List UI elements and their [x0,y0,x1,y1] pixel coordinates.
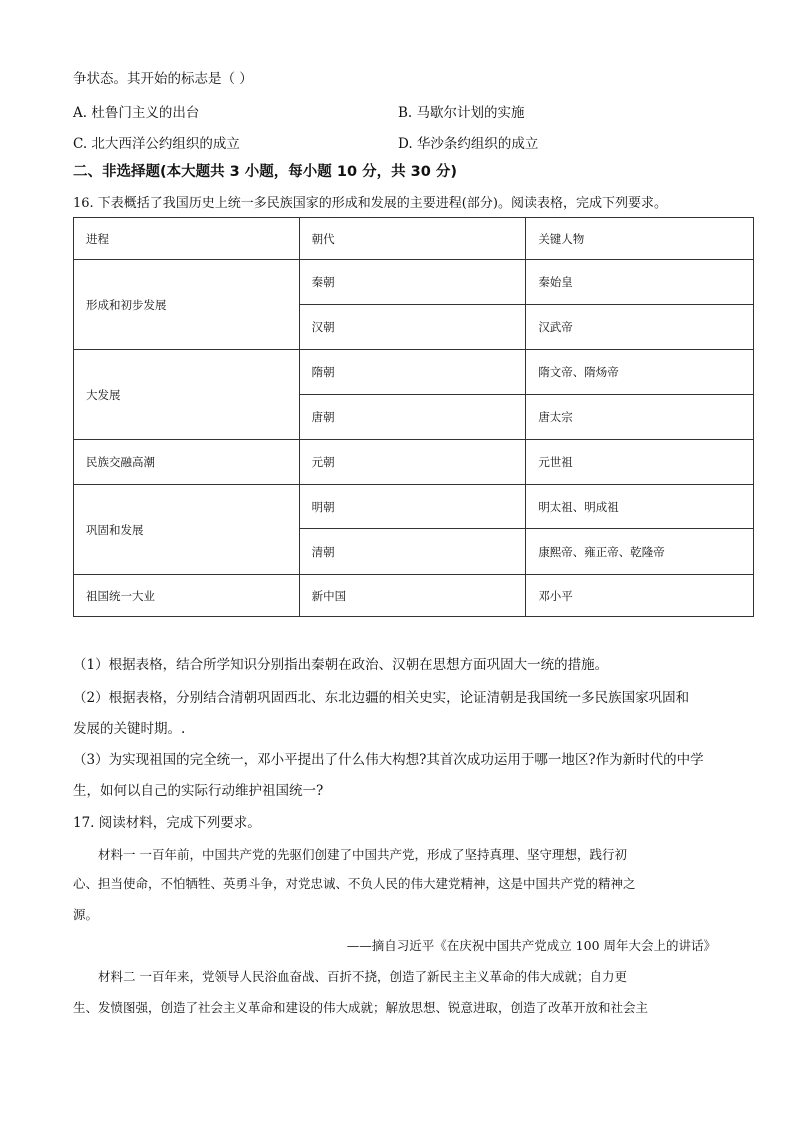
material-1-source: ——摘自习近平《在庆祝中国共产党成立 100 周年大会上的讲话》 [346,938,716,953]
person-cell: 汉武帝 [526,305,754,350]
question-15-stem-tail: 争状态。其开始的标志是（ ） [73,71,253,87]
history-table [73,217,754,617]
person-cell: 元世祖 [526,440,754,485]
stage-cell: 民族交融高潮 [74,440,300,485]
person-cell: 邓小平 [526,575,754,617]
dynasty-cell: 新中国 [299,575,526,617]
option-d: D. 华沙条约组织的成立 [398,136,539,152]
stage-cell: 祖国统一大业 [74,575,300,617]
dynasty-cell: 唐朝 [299,395,526,440]
dynasty-cell: 隋朝 [299,350,526,395]
table-header-row [74,218,754,260]
material-2-line1: 材料二 一百年来，党领导人民浴血奋战、百折不挠，创造了新民主主义革命的伟大成就；自力更 [98,969,627,984]
dynasty-cell: 汉朝 [299,305,526,350]
table-header-cell: 关键人物 [526,218,754,260]
table-header-cell: 进程 [74,218,300,260]
table-row [74,485,754,529]
table-row [74,260,754,305]
dynasty-cell: 元朝 [299,440,526,485]
person-cell: 隋文帝、隋炀帝 [526,350,754,395]
question-16-sub3-line2: 生，如何以自己的实际行动维护祖国统一? [73,783,324,799]
dynasty-cell: 秦朝 [299,260,526,305]
material-1-line2: 心、担当使命，不怕牺牲、英勇斗争，对党忠诚、不负人民的伟大建党精神，这是中国共产党的精神之 [73,876,636,891]
stage-cell: 巩固和发展 [74,485,300,575]
question-16-sub2-line1: （2）根据表格，分别结合清朝巩固西北、东北边疆的相关史实，论证清朝是我国统一多民族国家巩固和 [73,690,690,706]
material-2-line2: 生、发愤图强，创造了社会主义革命和建设的伟大成就；解放思想、锐意进取，创造了改革开放和社会主 [73,1000,649,1015]
table-row [74,350,754,395]
person-cell: 明太祖、明成祖 [526,485,754,529]
question-16-sub1: （1）根据表格，结合所学知识分别指出秦朝在政治、汉朝在思想方面巩固大一统的措施。 [73,657,609,673]
question-16-stem: 16. 下表概括了我国历史上统一多民族国家的形成和发展的主要进程(部分)。阅读表格，完成下列要求。 [73,196,667,211]
material-1-line1: 材料一 一百年前，中国共产党的先驱们创建了中国共产党，形成了坚持真理、坚守理想，践行初 [98,847,627,862]
question-17-stem: 17. 阅读材料，完成下列要求。 [73,815,261,831]
person-cell: 秦始皇 [526,260,754,305]
section-heading: 二、非选择题(本大题共 3 小题，每小题 10 分，共 30 分) [73,164,457,180]
material-1-line3: 源。 [73,907,99,922]
question-16-sub2-line2: 发展的关键时期。. [73,721,186,737]
dynasty-cell: 明朝 [299,485,526,529]
table-row [74,440,754,485]
table-header-cell: 朝代 [299,218,526,260]
dynasty-cell: 清朝 [299,529,526,575]
person-cell: 唐太宗 [526,395,754,440]
person-cell: 康熙帝、雍正帝、乾隆帝 [526,529,754,575]
table-row [74,575,754,617]
option-a: A. 杜鲁门主义的出台 [73,105,200,121]
question-16-sub3-line1: （3）为实现祖国的完全统一，邓小平提出了什么伟大构想?其首次成功运用于哪一地区?作为新时代的中学 [73,752,704,768]
stage-cell: 形成和初步发展 [74,260,300,350]
stage-cell: 大发展 [74,350,300,440]
option-b: B. 马歇尔计划的实施 [398,105,525,121]
option-c: C. 北大西洋公约组织的成立 [73,136,240,152]
